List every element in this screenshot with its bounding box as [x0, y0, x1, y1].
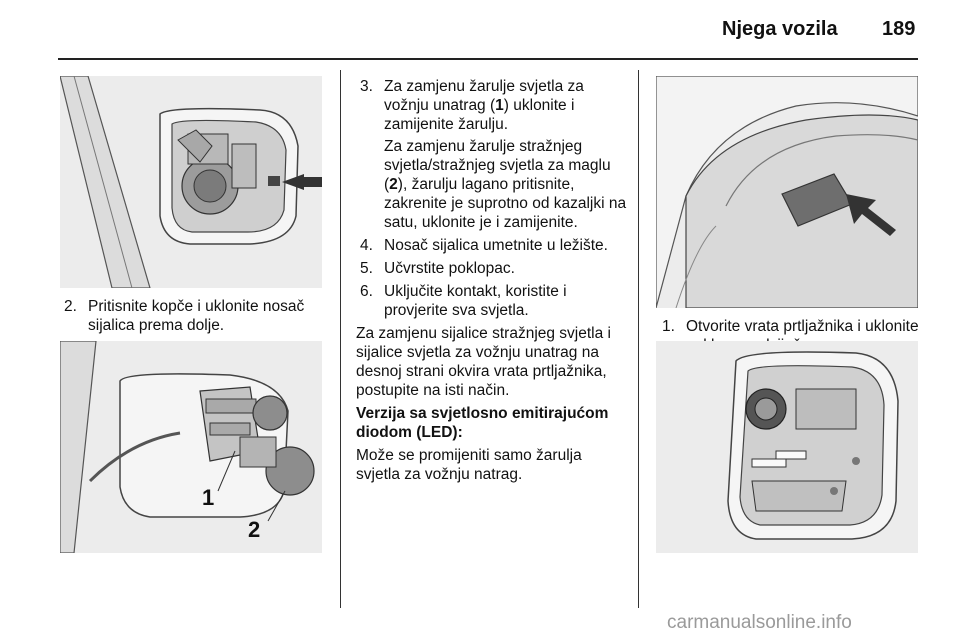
step3-para2: Za zamjenu žarulje stražnjeg svjetla/stražnjeg svjetla za maglu (2), žarulju lagano pritisnite, zakrenite je suprotno od kazaljki na satu, uklonite je i zamijenite.	[384, 138, 627, 231]
list-item	[360, 236, 628, 255]
led-heading: Verzija sa svjetlosno emitirajućom diodom (LED):	[356, 405, 609, 441]
step-text: Nosač sijalica umetnite u ležište.	[384, 237, 608, 254]
step-number: 2.	[64, 298, 77, 315]
callout-1: 1	[202, 485, 215, 510]
figure-tailgate-cover	[656, 76, 918, 308]
list-item	[360, 259, 628, 278]
led-text: Može se promijeniti samo žarulja svjetla za vožnju natrag.	[356, 447, 582, 483]
middle-column	[356, 77, 628, 488]
header-title: Njega vozila	[722, 18, 838, 40]
figure-bulb-holder	[60, 341, 322, 553]
column-divider-right	[638, 70, 639, 608]
figure-bulb-socket	[656, 341, 918, 553]
step-text: Učvrstite poklopac.	[384, 260, 515, 277]
step-number: 3.	[360, 78, 373, 95]
header-rule	[58, 58, 918, 60]
callout-2: 2	[248, 517, 261, 542]
step-number: 4.	[360, 237, 373, 254]
step2-block	[64, 297, 334, 339]
right-side-paragraph: Za zamjenu sijalice stražnjeg svjetla i sijalice svjetla za vožnju unatrag na desnoj strani okvira vrata prtljažnika, postupite na isti način.	[356, 325, 611, 399]
list-item	[360, 77, 628, 232]
step-number: 5.	[360, 260, 373, 277]
step3-para1: Za zamjenu žarulje svjetla za vožnju unatrag (1) uklonite i zamijenite žarulju.	[384, 78, 584, 133]
step-number: 1.	[662, 318, 675, 335]
column-divider-left	[340, 70, 341, 608]
page-number: 189	[882, 18, 916, 40]
step-text: Pritisnite kopče i uklonite nosač sijalica prema dolje.	[88, 298, 305, 334]
paragraph-block	[356, 324, 628, 484]
step-text: Otvorite vrata prtljažnika i uklonite	[686, 318, 919, 335]
watermark: carmanualsonline.info	[667, 612, 852, 633]
list-item	[64, 297, 334, 335]
list-item	[360, 282, 628, 320]
figure-tail-light-cover	[60, 76, 322, 288]
step-text: Uključite kontakt, koristite i provjerite sva svjetla.	[384, 283, 567, 319]
step-number: 6.	[360, 283, 373, 300]
